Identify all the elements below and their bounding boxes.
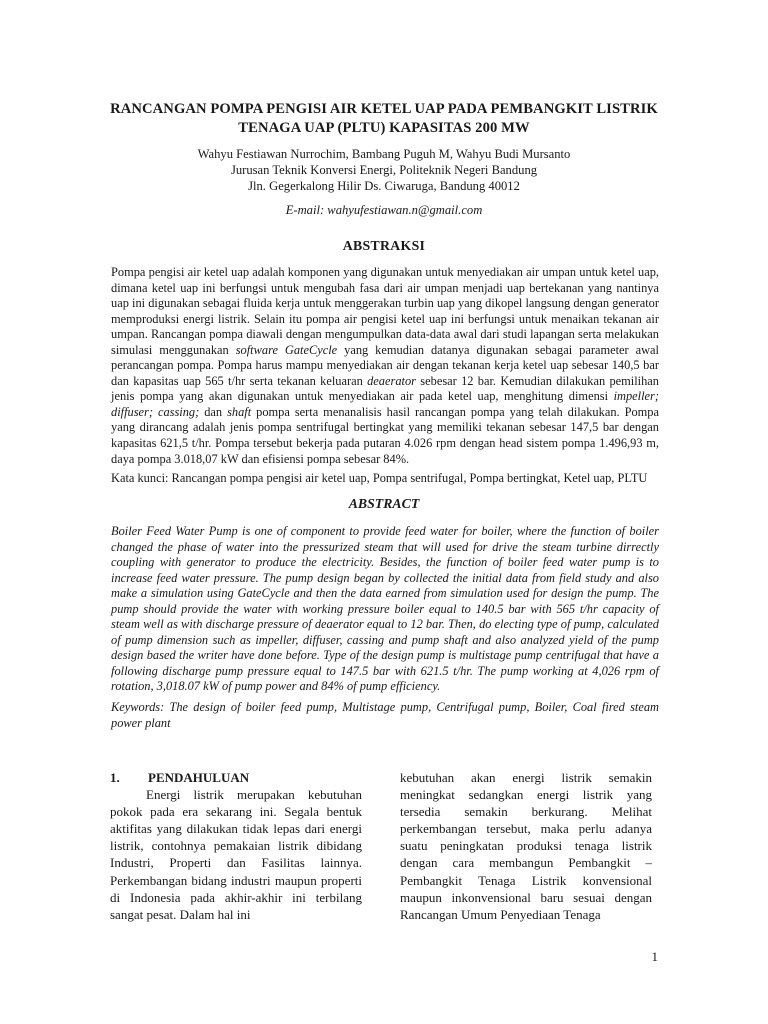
section-title: PENDAHULUAN [148,770,250,785]
abstraksi-text-g: dan [199,404,228,419]
column-right [400,769,652,923]
section-number: 1. [110,770,120,785]
author-address: Jln. Gegerkalong Hilir Ds. Ciwaruga, Bandung 40012 [248,179,520,193]
abstraksi-text-h: shaft [227,404,252,419]
keywords-label: Keywords [111,700,161,714]
abstraksi-text-f: impeller; diffuser; cassing; [111,389,659,419]
abstract-heading: ABSTRACT [348,496,420,511]
title-line-2: TENAGA UAP (PLTU) KAPASITAS 200 MW [238,120,530,136]
keywords [111,700,659,731]
abstraksi-text-b: software GateCycle [235,342,338,357]
abstraksi-text-a: Pompa pengisi air ketel uap adalah komponen yang digunakan untuk menyediakan air umpan untuk ketel uap, dimana ketel uap ini berfungsi untuk mengubah fasa dari air umpan menjadi uap bertekanan yang nantinya uap ini digunakan sebagai fluida kerja untuk menggerakan turbin uap yang dikopel langsung dengan generator memproduksi energi listrik. Selain itu pompa air pengisi ketel uap ini berfungsi untuk menaikan tekanan air umpan. Rancangan pompa diawali dengan mengumpulkan data-data awal dari studi lapangan serta melakukan simulasi menggunakan [111,265,659,357]
abstraksi-text-i: pompa serta menanalisis hasil rancangan pompa yang telah dilakukan. Pompa yang dirancang adalah jenis pompa sentrifugal bertingkat yang memiliki tekanan sebesar 147,5 bar dengan kapasitas 621,5 t/hr. Pompa tersebut bekerja pada putaran 4.026 rpm dengan head sistem pompa 1.496,93 m, daya pompa 3.018,07 kW dan efisiensi pompa sebesar 84%. [111,404,659,466]
author-names: Wahyu Festiawan Nurrochim, Bambang Puguh M, Wahyu Budi Mursanto [197,147,571,161]
section-left-text: Energi listrik merupakan kebutuhan pokok pada era sekarang ini. Segala bentuk aktifitas yang dilakukan tidak lepas dari energi listrik, contohnya pemakaian listrik dibidang Industri, Properti dan Fasilitas lainnya. Perkembangan bidang industri maupun properti di Indonesia pada akhir-akhir ini terbilang sangat pesat. Dalam hal ini [110,787,362,922]
paper-title [80,100,688,138]
abstraksi-text-c: yang kemudian datanya digunakan sebagai parameter awal perancangan pompa. Pompa harus mampu menyediakan air dengan tekanan kerja ketel uap sebesar 140,5 bar dan kapasitas uap 565 t/hr serta tekanan keluaran [111,342,659,388]
abstraksi-text-e: sebesar 12 bar. Kemudian dilakukan pemilihan jenis pompa yang akan digunakan untuk menyediakan air pada ketel uap, menghitung dimensi [111,373,660,404]
kata-kunci: Kata kunci: Rancangan pompa pengisi air ketel uap, Pompa sentrifugal, Pompa bertingkat, Ketel uap, PLTU [111,471,648,485]
keywords-text: : The design of boiler feed pump, Multistage pump, Centrifugal pump, Boiler, Coal fired steam power plant [111,700,659,730]
abstract-body: Boiler Feed Water Pump is one of component to provide feed water for boiler, where the function of boiler changed the phase of water into the pressurized steam that will used for drive the steam turbine dirrectly coupling with generator to produce the electricity. Besides, the function of boiler feed water pump is to increase feed water pressure. The pump design began by collected the initial data from field study and also make a simulation using GateCycle and then the data earned from simulation used for design the pump. The pump should provide the water with working pressure boiler equal to 140.5 bar with 565 t/hr capacity of steam well as with discharge pressure of deaerator equal to 12 bar. Then, do electing type of pump, calculated of pump dimension such as impeller, diffuser, cassing and pump shaft and also analyzed yield of the pump design based the writer have done before. Type of the design pump is multistage pump centrifugal that have a following discharge pump pressure equal to 147.5 bar with 621.5 t/hr. The pump working at 4,026 rpm of rotation, 3,018.07 kW of pump power and 84% of pump efficiency. [111,524,659,694]
column-left [110,769,362,923]
title-line-1: RANCANGAN POMPA PENGISI AIR KETEL UAP PADA PEMBANGKIT LISTRIK [110,101,658,117]
section-right-text: kebutuhan akan energi listrik semakin meningkat sedangkan energi listrik yang tersedia semakin berkurang. Melihat perkembangan tersebut, maka perlu adanya suatu peningkatan produksi tenaga listrik dengan cara membangun Pembangkit – Pembangkit Tenaga Listrik konvensional maupun inkonvensional baru sesuai dengan Rancangan Umum Penyediaan Tenaga [400,770,652,922]
author-affiliation: Jurusan Teknik Konversi Energi, Politeknik Negeri Bandung [230,163,538,177]
abstraksi-body [111,265,659,467]
section-heading [110,769,362,786]
author-block [80,146,688,194]
page-number: 1 [651,949,658,964]
author-email[interactable]: E-mail: wahyufestiawan.n@gmail.com [285,203,483,217]
abstraksi-text-d: deaerator [367,373,416,388]
abstraksi-heading: ABSTRAKSI [342,238,426,253]
